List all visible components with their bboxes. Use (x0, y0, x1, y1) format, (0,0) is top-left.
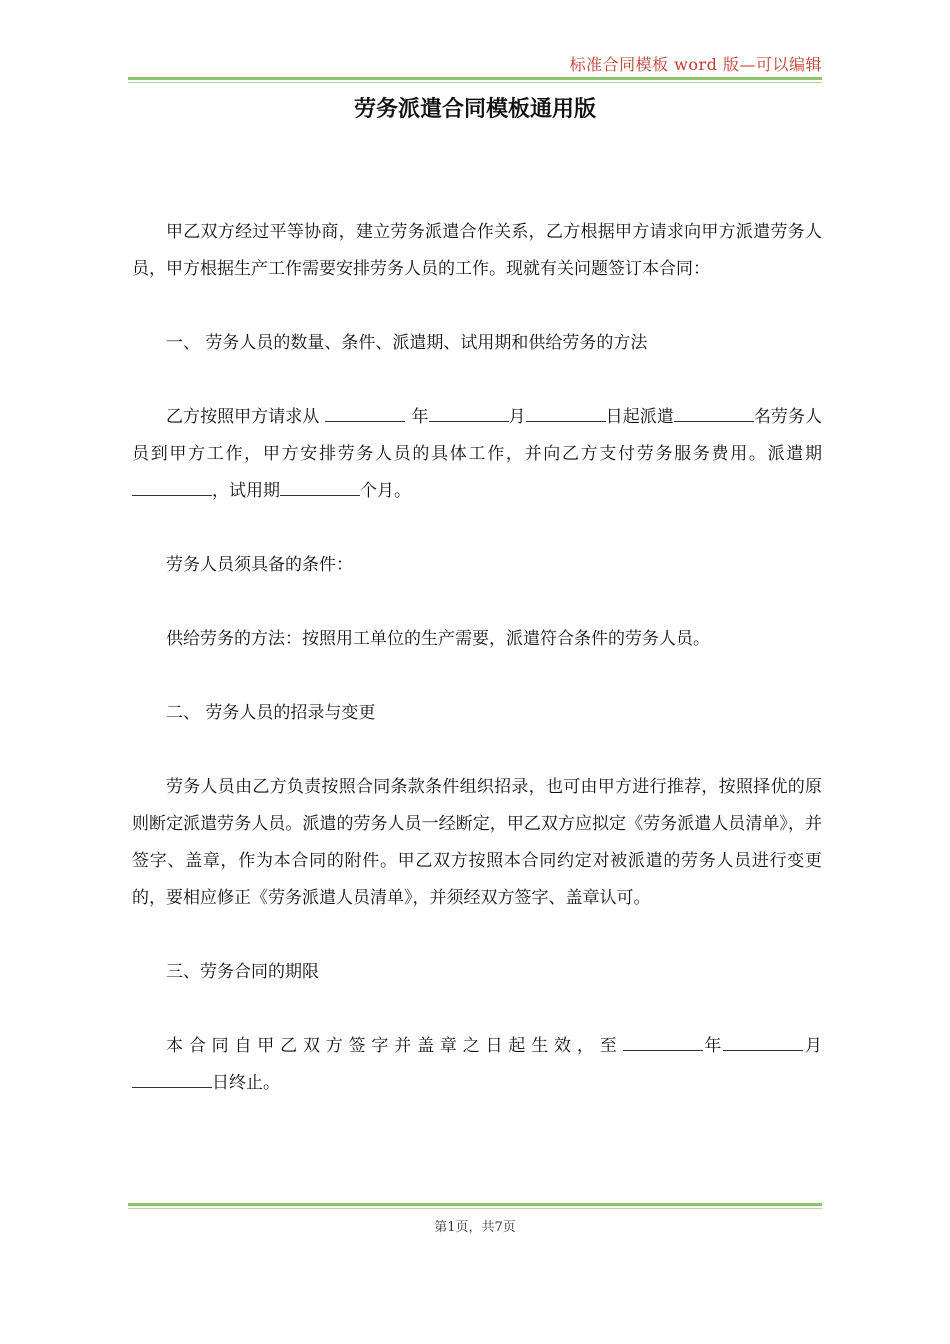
blank-field[interactable] (325, 399, 405, 422)
document-body (132, 214, 822, 1102)
s3-text-a: 本合同自甲乙双方签字并盖章之日起生效，至 (166, 1036, 623, 1056)
s3-end: 日终止。 (212, 1073, 280, 1093)
s1-month: 月 (508, 407, 526, 427)
section-3-heading: 三、劳务合同的期限 (166, 962, 319, 982)
section-1-heading: 一、 劳务人员的数量、条件、派遣期、试用期和供给劳务的方法 (166, 333, 648, 353)
blank-field[interactable] (132, 473, 212, 496)
section-2-heading: 二、 劳务人员的招录与变更 (166, 703, 376, 723)
s1-year: 年 (411, 407, 429, 427)
section-1-paragraph-1 (132, 399, 822, 510)
blank-field[interactable] (132, 1065, 212, 1088)
s1-trial: ，试用期 (212, 481, 280, 501)
section-3-paragraph-1 (132, 1028, 822, 1102)
document-title: 劳务派遣合同模板通用版 (353, 97, 596, 122)
header-label: 标准合同模板 word 版—可以编辑 (569, 55, 822, 74)
header-rule (128, 77, 822, 80)
intro-paragraph: 甲乙双方经过平等协商，建立劳务派遣合作关系，乙方根据甲方请求向甲方派遣劳务人员，甲方根据生产工作需要安排劳务人员的工作。现就有关问题签订本合同： (132, 222, 822, 279)
header-rule-thin (128, 82, 822, 83)
section-1-paragraph-2: 劳务人员须具备的条件： (166, 555, 353, 575)
s1-text-b: 名劳务人员到甲方工作，甲方安排劳务人员的具体工作，并向乙方支付劳务服务费用。派遣期 (132, 407, 823, 464)
s3-year: 年 (702, 1036, 724, 1056)
page-number: 第1页，共7页 (434, 1220, 516, 1235)
blank-field[interactable] (526, 399, 606, 422)
footer-rule (128, 1203, 822, 1206)
blank-field[interactable] (723, 1028, 803, 1051)
blank-field[interactable] (429, 399, 509, 422)
s1-months: 个月。 (360, 481, 411, 501)
s3-month: 月 (803, 1036, 823, 1056)
blank-field[interactable] (280, 473, 360, 496)
section-1-paragraph-3: 供给劳务的方法：按照用工单位的生产需要，派遣符合条件的劳务人员。 (166, 629, 710, 649)
s1-text-a: 乙方按照甲方请求从 (166, 407, 320, 427)
blank-field[interactable] (674, 399, 754, 422)
blank-field[interactable] (623, 1028, 703, 1051)
footer-rule-thin (128, 1208, 822, 1209)
section-2-paragraph-1: 劳务人员由乙方负责按照合同条款条件组织招录，也可由甲方进行推荐，按照择优的原则断定派遣劳务人员。派遣的劳务人员一经断定，甲乙双方应拟定《劳务派遣人员清单》，并签字、盖章，作为本合同的附件。甲乙双方按照本合同约定对被派遣的劳务人员进行变更的，要相应修正《劳务派遣人员清单》，并须经双方签字、盖章认可。 (132, 777, 822, 908)
s1-day-start: 日起派遣 (605, 407, 674, 427)
